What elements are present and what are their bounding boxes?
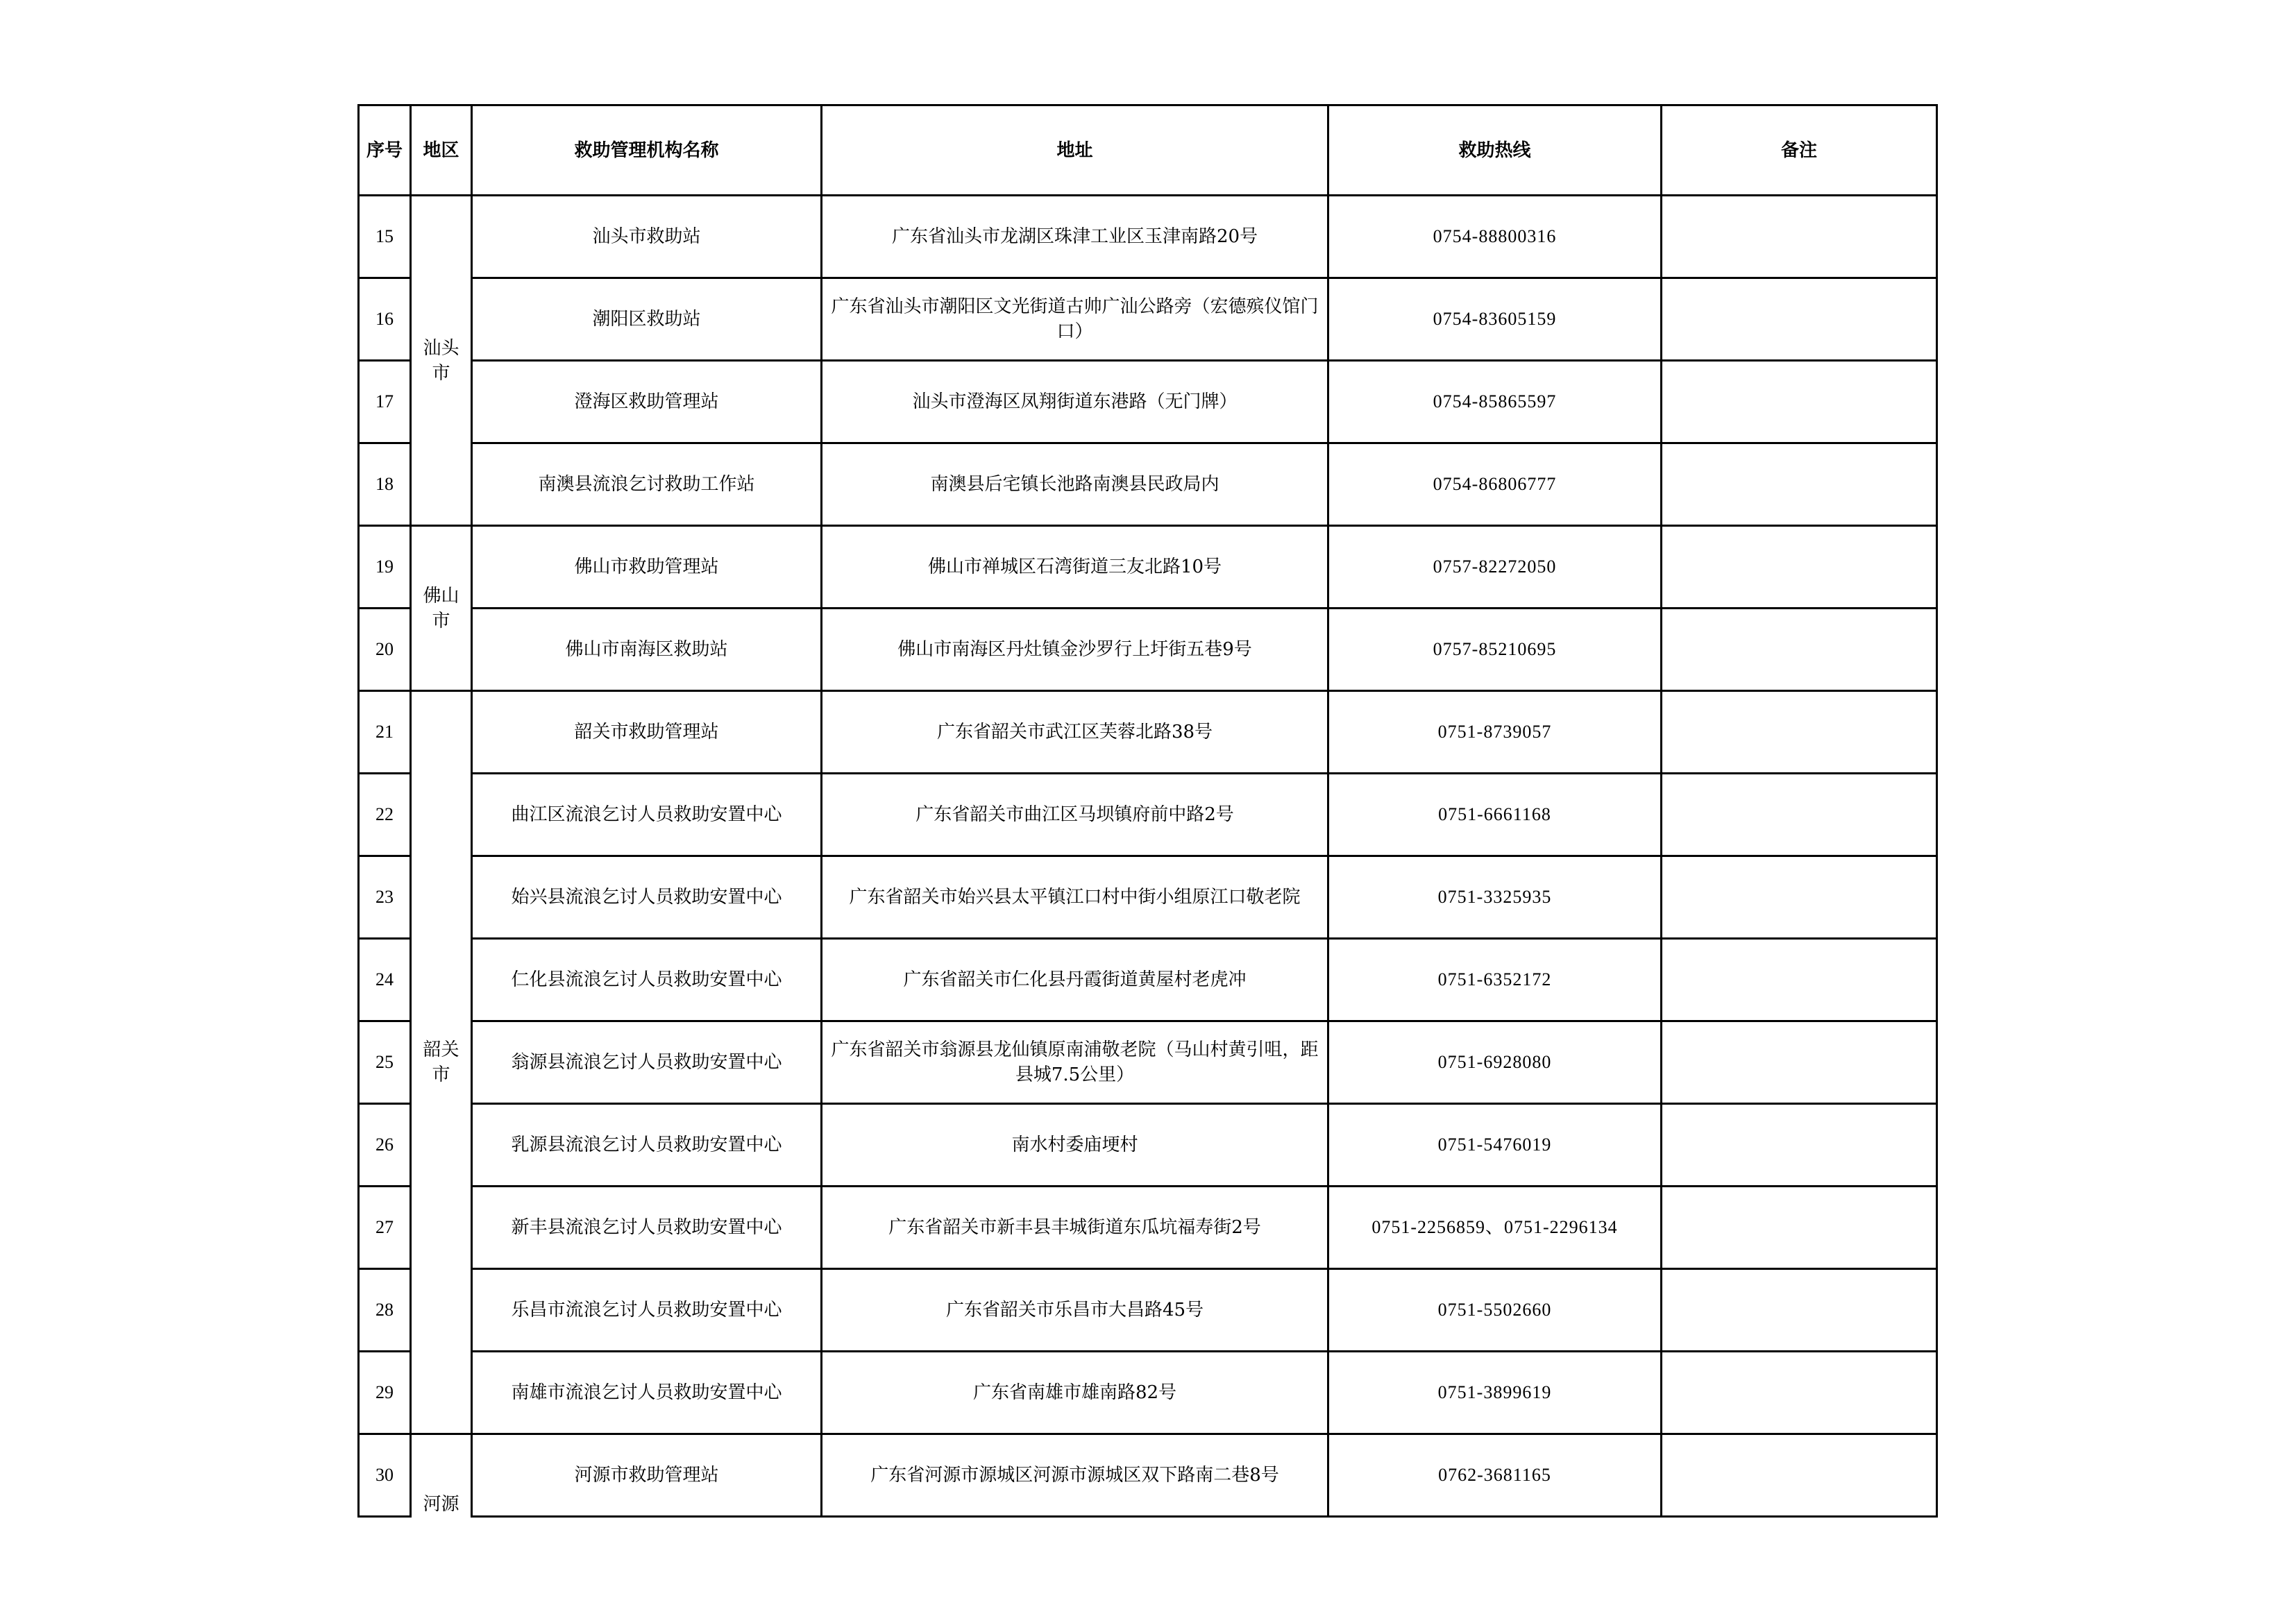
cell-name: 仁化县流浪乞讨人员救助安置中心 <box>472 939 822 1021</box>
cell-hotline: 0751-8739057 <box>1328 691 1662 774</box>
cell-remark <box>1662 691 1937 774</box>
cell-hotline: 0751-6352172 <box>1328 939 1662 1021</box>
table-row <box>359 278 1937 361</box>
cell-remark <box>1662 1021 1937 1104</box>
table-row <box>359 691 1937 774</box>
cell-name: 乳源县流浪乞讨人员救助安置中心 <box>472 1104 822 1187</box>
cell-remark <box>1662 856 1937 939</box>
cell-index: 22 <box>359 774 411 856</box>
cell-address: 广东省韶关市翁源县龙仙镇原南浦敬老院（马山村黄引咀，距县城7.5公里） <box>822 1021 1328 1104</box>
cell-name: 始兴县流浪乞讨人员救助安置中心 <box>472 856 822 939</box>
cell-name: 乐昌市流浪乞讨人员救助安置中心 <box>472 1269 822 1352</box>
cell-remark <box>1662 1434 1937 1517</box>
cell-index: 29 <box>359 1352 411 1434</box>
cell-name: 佛山市救助管理站 <box>472 526 822 609</box>
cell-index: 16 <box>359 278 411 361</box>
cell-name: 翁源县流浪乞讨人员救助安置中心 <box>472 1021 822 1104</box>
table-row <box>359 526 1937 609</box>
cell-remark <box>1662 1269 1937 1352</box>
cell-name: 曲江区流浪乞讨人员救助安置中心 <box>472 774 822 856</box>
table-row <box>359 1434 1937 1517</box>
cell-hotline: 0751-5502660 <box>1328 1269 1662 1352</box>
table-row <box>359 1352 1937 1434</box>
cell-address: 广东省韶关市始兴县太平镇江口村中街小组原江口敬老院 <box>822 856 1328 939</box>
cell-address: 广东省汕头市龙湖区珠津工业区玉津南路20号 <box>822 196 1328 278</box>
cell-remark <box>1662 774 1937 856</box>
cell-remark <box>1662 526 1937 609</box>
cell-index: 30 <box>359 1434 411 1517</box>
table-row <box>359 1021 1937 1104</box>
cell-remark <box>1662 1352 1937 1434</box>
cell-region-shaoguan: 韶关市 <box>411 691 472 1434</box>
cell-address: 汕头市澄海区凤翔街道东港路（无门牌） <box>822 361 1328 443</box>
table-row <box>359 939 1937 1021</box>
cell-index: 28 <box>359 1269 411 1352</box>
cell-index: 18 <box>359 443 411 526</box>
cell-index: 15 <box>359 196 411 278</box>
table-row <box>359 774 1937 856</box>
table-row <box>359 609 1937 691</box>
cell-hotline: 0754-85865597 <box>1328 361 1662 443</box>
header-region: 地区 <box>411 105 472 196</box>
cell-name: 澄海区救助管理站 <box>472 361 822 443</box>
cell-index: 19 <box>359 526 411 609</box>
cell-address: 广东省汕头市潮阳区文光街道古帅广汕公路旁（宏德殡仪馆门口） <box>822 278 1328 361</box>
cell-name: 河源市救助管理站 <box>472 1434 822 1517</box>
cell-name: 汕头市救助站 <box>472 196 822 278</box>
cell-address: 广东省南雄市雄南路82号 <box>822 1352 1328 1434</box>
cell-remark <box>1662 443 1937 526</box>
cell-remark <box>1662 939 1937 1021</box>
cell-index: 26 <box>359 1104 411 1187</box>
cell-index: 21 <box>359 691 411 774</box>
table-row <box>359 361 1937 443</box>
cell-index: 27 <box>359 1187 411 1269</box>
cell-region-heyuan: 河源 <box>411 1434 472 1517</box>
header-hotline: 救助热线 <box>1328 105 1662 196</box>
table-row <box>359 196 1937 278</box>
cell-name: 潮阳区救助站 <box>472 278 822 361</box>
cell-hotline: 0754-86806777 <box>1328 443 1662 526</box>
cell-index: 23 <box>359 856 411 939</box>
cell-index: 17 <box>359 361 411 443</box>
header-address: 地址 <box>822 105 1328 196</box>
cell-hotline: 0751-6661168 <box>1328 774 1662 856</box>
cell-address: 广东省韶关市曲江区马坝镇府前中路2号 <box>822 774 1328 856</box>
cell-name: 新丰县流浪乞讨人员救助安置中心 <box>472 1187 822 1269</box>
cell-hotline: 0754-88800316 <box>1328 196 1662 278</box>
cell-address: 广东省河源市源城区河源市源城区双下路南二巷8号 <box>822 1434 1328 1517</box>
cell-remark <box>1662 361 1937 443</box>
cell-region-shantou: 汕头市 <box>411 196 472 526</box>
table-row <box>359 1104 1937 1187</box>
table-row <box>359 856 1937 939</box>
cell-hotline: 0751-3899619 <box>1328 1352 1662 1434</box>
cell-index: 20 <box>359 609 411 691</box>
cell-address: 广东省韶关市仁化县丹霞街道黄屋村老虎冲 <box>822 939 1328 1021</box>
cell-address: 佛山市禅城区石湾街道三友北路10号 <box>822 526 1328 609</box>
cell-remark <box>1662 609 1937 691</box>
cell-hotline: 0751-6928080 <box>1328 1021 1662 1104</box>
cell-address: 南水村委庙埂村 <box>822 1104 1328 1187</box>
cell-remark <box>1662 196 1937 278</box>
cell-remark <box>1662 1104 1937 1187</box>
cell-hotline: 0762-3681165 <box>1328 1434 1662 1517</box>
cell-hotline: 0751-3325935 <box>1328 856 1662 939</box>
cell-name: 佛山市南海区救助站 <box>472 609 822 691</box>
cell-address: 广东省韶关市武江区芙蓉北路38号 <box>822 691 1328 774</box>
cell-hotline: 0757-82272050 <box>1328 526 1662 609</box>
cell-remark <box>1662 1187 1937 1269</box>
cell-address: 南澳县后宅镇长池路南澳县民政局内 <box>822 443 1328 526</box>
table-row <box>359 1187 1937 1269</box>
table-row <box>359 443 1937 526</box>
cell-hotline: 0754-83605159 <box>1328 278 1662 361</box>
header-remark: 备注 <box>1662 105 1937 196</box>
cell-name: 南雄市流浪乞讨人员救助安置中心 <box>472 1352 822 1434</box>
cell-address: 佛山市南海区丹灶镇金沙罗行上圩街五巷9号 <box>822 609 1328 691</box>
cell-index: 24 <box>359 939 411 1021</box>
cell-name: 南澳县流浪乞讨救助工作站 <box>472 443 822 526</box>
cell-address: 广东省韶关市乐昌市大昌路45号 <box>822 1269 1328 1352</box>
header-name: 救助管理机构名称 <box>472 105 822 196</box>
cell-hotline: 0757-85210695 <box>1328 609 1662 691</box>
header-row <box>359 105 1937 196</box>
cell-index: 25 <box>359 1021 411 1104</box>
cell-remark <box>1662 278 1937 361</box>
rescue-station-table <box>357 104 1938 1518</box>
header-index: 序号 <box>359 105 411 196</box>
cell-address: 广东省韶关市新丰县丰城街道东瓜坑福寿街2号 <box>822 1187 1328 1269</box>
cell-hotline: 0751-5476019 <box>1328 1104 1662 1187</box>
cell-hotline: 0751-2256859、0751-2296134 <box>1328 1187 1662 1269</box>
cell-region-foshan: 佛山市 <box>411 526 472 691</box>
cell-name: 韶关市救助管理站 <box>472 691 822 774</box>
table-row <box>359 1269 1937 1352</box>
